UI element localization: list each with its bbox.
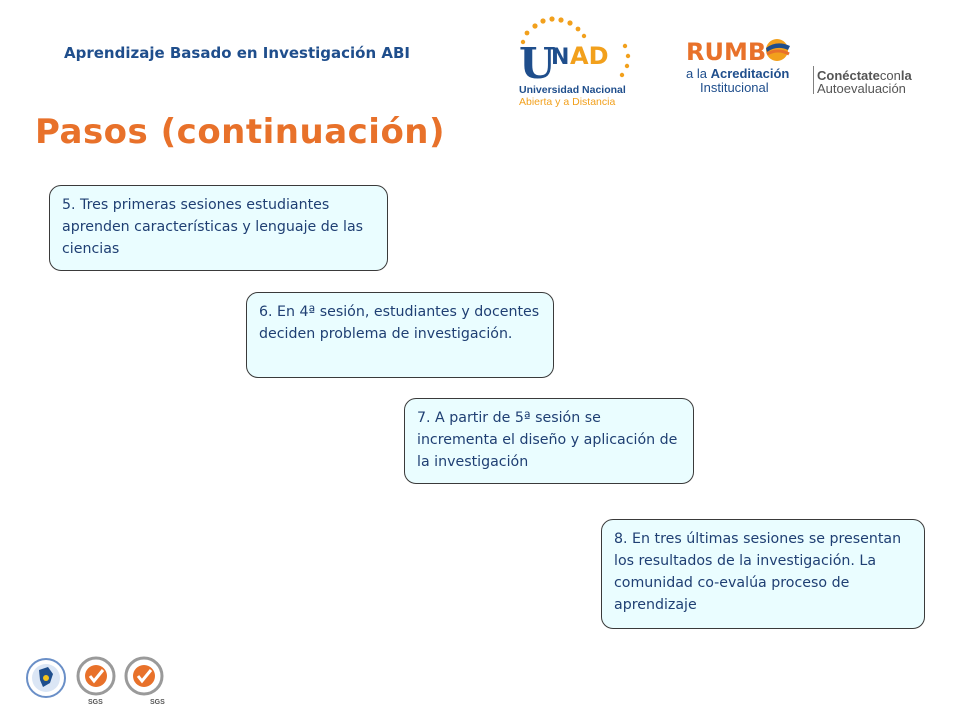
step-5-box: 5. Tres primeras sesiones estudiantes aprenden características y lenguaje de las ciencias [49,185,388,271]
unad-line2: Abierta y a Distancia [519,96,616,108]
slide-title: Pasos (continuación) [35,112,446,152]
sgs-badge-icon [78,658,114,706]
unad-logo [515,16,640,108]
unad-line1: Universidad Nacional [519,84,626,96]
colombia-seal-icon [27,659,65,697]
step-7-box: 7. A partir de 5ª sesión se incrementa el diseño y aplicación de la investigación [404,398,694,484]
rumbo-line3: Conéctateconla [817,68,912,83]
sgs-label-2: SGS [150,699,165,706]
logo-divider [813,66,814,94]
rumbo-acreditacion-logo [686,36,926,98]
sgs-label-1: SGS [88,699,103,706]
header-title: Aprendizaje Basado en Investigación ABI [64,44,410,62]
rumbo-line4: Autoevaluación [817,81,906,96]
step-8-box: 8. En tres últimas sesiones se presentan los resultados de la investigación. La comunidad co-evalúa proceso de aprendizaje [601,519,925,629]
sgs-badge-icon [126,658,165,706]
unad-u: U [519,39,556,88]
step-6-box: 6. En 4ª sesión, estudiantes y docentes deciden problema de investigación. [246,292,554,378]
rumbo-line2: Institucional [700,80,769,95]
rumbo-line1: a la Acreditación [686,66,790,81]
rumbo-globe-icon [766,39,790,61]
unad-ad: AD [570,42,609,70]
unad-n: N [551,45,570,70]
rumbo-word: RUMB [686,38,767,66]
certification-badges [24,654,174,708]
